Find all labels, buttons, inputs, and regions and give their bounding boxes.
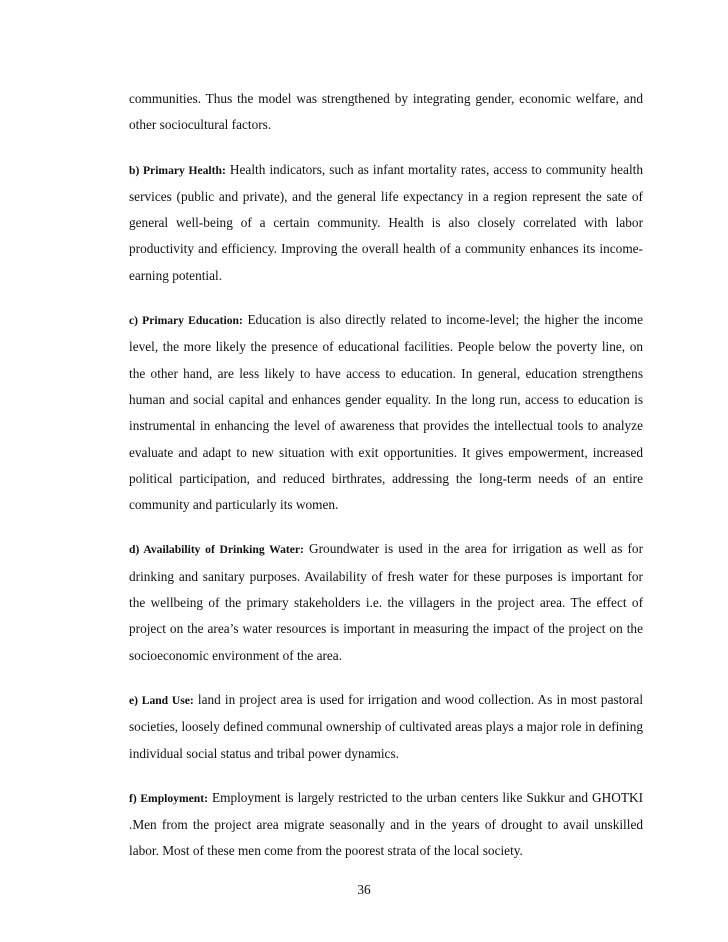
section-heading: f) Employment: [129, 791, 208, 805]
paragraph-employment [129, 785, 643, 865]
paragraph-text: Groundwater is used in the area for irrigation as well as for drinking and sanitary purposes. Availability of fresh water for these purposes is important for the wellbeing of the primary stakeholders i.e. the villagers in the project area. The effect of project on the area’s water resources is important in measuring the impact of the project on the socioeconomic environment of the area. [129, 541, 643, 663]
paragraph-continuation [129, 86, 643, 139]
section-heading: c) Primary Education: [129, 314, 243, 328]
paragraph-text: Education is also directly related to income-level; the higher the income level, the more likely the presence of educational facilities. People below the poverty line, on the other hand, are less likely to have access to education. In general, education strengthens human and social capital and enhances gender equality. In the long run, access to education is instrumental in enhancing the level of awareness that provides the intellectual tools to analyze evaluate and adapt to new situation with exit opportunities. It gives empowerment, increased political participation, and reduced birthrates, addressing the long-term needs of an entire community and particularly its women. [129, 312, 643, 513]
document-page [129, 86, 643, 883]
paragraph-text: communities. Thus the model was strengthened by integrating gender, economic welfare, and other sociocultural factors. [129, 91, 643, 133]
paragraph-primary-education [129, 307, 643, 518]
page-number: 36 [357, 882, 371, 897]
paragraph-land-use [129, 687, 643, 767]
paragraph-primary-health [129, 157, 643, 289]
paragraph-text: land in project area is used for irrigation and wood collection. As in most pastoral societies, loosely defined communal ownership of cultivated areas plays a major role in defining individual social status and tribal power dynamics. [129, 691, 644, 761]
paragraph-text: Employment is largely restricted to the urban centers like Sukkur and GHOTKI .Men from the project area migrate seasonally and in the years of drought to avail unskilled labor. Most of these men come from the poorest strata of the local society. [129, 789, 643, 859]
section-heading: b) Primary Health: [129, 163, 226, 177]
paragraph-text: Health indicators, such as infant mortality rates, access to community health services (public and private), and the general life expectancy in a region represent the sate of general well-being of a certain community. Health is also closely correlated with labor productivity and efficiency. Improving the overall health of a community enhances its income-earning potential. [129, 161, 643, 283]
paragraph-drinking-water [129, 536, 643, 668]
section-heading: d) Availability of Drinking Water: [129, 543, 304, 557]
section-heading: e) Land Use: [129, 693, 194, 707]
